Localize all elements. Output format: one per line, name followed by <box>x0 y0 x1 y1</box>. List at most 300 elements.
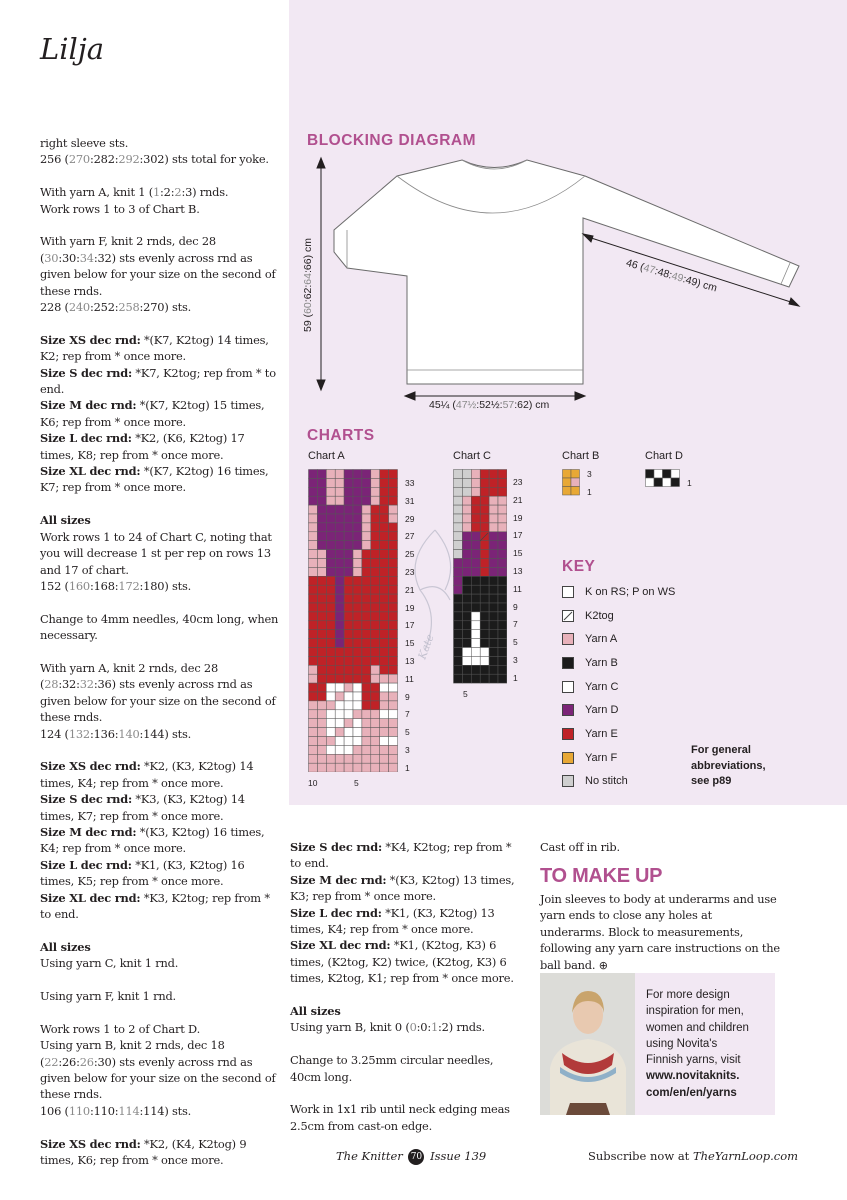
chart-cell <box>498 674 507 683</box>
size-instruction: Size XL dec rnd: *(K7, K2tog) 16 times, K7; rep from * once more. <box>40 464 269 495</box>
chart-cell <box>335 683 344 692</box>
chart-cell <box>498 523 507 532</box>
chart-cell <box>454 505 463 514</box>
chart-a-grid <box>308 469 400 772</box>
chart-cell <box>380 728 389 737</box>
chart-cell <box>344 656 353 665</box>
chart-cell <box>335 763 344 772</box>
chart-cell <box>362 728 371 737</box>
chart-cell <box>362 567 371 576</box>
sleeve-measurement: 46 (47:48:49:49) cm <box>624 257 719 295</box>
paragraph: Work rows 1 to 2 of Chart D. <box>40 1021 200 1036</box>
chart-cell <box>344 594 353 603</box>
chart-cell <box>498 576 507 585</box>
chart-row-number: 9 <box>513 601 518 612</box>
chart-cell <box>309 496 318 505</box>
chart-cell <box>344 567 353 576</box>
chart-cell <box>344 478 353 487</box>
chart-cell <box>344 505 353 514</box>
chart-cell <box>309 523 318 532</box>
chart-cell <box>489 576 498 585</box>
chart-cell <box>646 478 655 487</box>
chart-cell <box>317 541 326 550</box>
chart-cell <box>389 728 398 737</box>
chart-cell <box>344 585 353 594</box>
chart-cell <box>454 478 463 487</box>
chart-cell <box>480 621 489 630</box>
chart-cell <box>471 470 480 479</box>
chart-cell <box>371 692 380 701</box>
chart-cell <box>326 603 335 612</box>
chart-cell <box>317 665 326 674</box>
chart-cell <box>335 719 344 728</box>
chart-cell <box>317 745 326 754</box>
section-heading-key: KEY <box>562 558 596 575</box>
chart-d-label: Chart D <box>645 450 683 462</box>
chart-cell <box>344 559 353 568</box>
chart-cell <box>309 656 318 665</box>
chart-cell <box>380 496 389 505</box>
chart-cell <box>498 478 507 487</box>
chart-cell <box>326 656 335 665</box>
chart-cell <box>353 585 362 594</box>
chart-cell <box>326 648 335 657</box>
chart-cell <box>344 728 353 737</box>
chart-cell <box>317 763 326 772</box>
chart-cell <box>326 630 335 639</box>
chart-cell <box>480 478 489 487</box>
chart-cell <box>335 710 344 719</box>
chart-cell <box>362 763 371 772</box>
size-instruction: Size S dec rnd: *K3, (K3, K2tog) 14 times, K7; rep from * once more. <box>40 792 245 823</box>
chart-cell <box>317 630 326 639</box>
chart-cell <box>335 541 344 550</box>
text-line: right sleeve sts. <box>40 136 129 150</box>
chart-cell <box>489 559 498 568</box>
chart-cell <box>309 514 318 523</box>
chart-cell <box>389 719 398 728</box>
chart-cell <box>344 496 353 505</box>
chart-cell <box>480 603 489 612</box>
chart-cell <box>454 470 463 479</box>
chart-a-label: Chart A <box>308 450 345 462</box>
paragraph: Using yarn B, knit 0 (0:0:1:2) rnds. <box>290 1020 485 1035</box>
promo-link[interactable]: www.novitaknits. com/en/en/yarns <box>646 1070 740 1099</box>
chart-cell <box>389 478 398 487</box>
chart-cell <box>317 710 326 719</box>
chart-cell <box>489 550 498 559</box>
chart-cell <box>454 496 463 505</box>
chart-cell <box>389 674 398 683</box>
sweater-blocking-diagram <box>289 150 847 415</box>
chart-cell <box>335 754 344 763</box>
chart-cell <box>362 701 371 710</box>
chart-cell <box>335 585 344 594</box>
chart-cell <box>335 603 344 612</box>
chart-cell <box>309 754 318 763</box>
instructions-column-1 <box>40 135 280 1168</box>
chart-cell <box>380 523 389 532</box>
chart-cell <box>309 683 318 692</box>
chart-cell <box>362 532 371 541</box>
chart-cell <box>489 532 498 541</box>
chart-cell <box>380 550 389 559</box>
chart-cell <box>480 674 489 683</box>
chart-cell <box>309 505 318 514</box>
chart-cell <box>335 478 344 487</box>
chart-cell <box>389 745 398 754</box>
chart-cell <box>498 656 507 665</box>
chart-cell <box>309 728 318 737</box>
chart-cell <box>454 487 463 496</box>
chart-cell <box>344 541 353 550</box>
chart-cell <box>380 745 389 754</box>
chart-cell <box>571 478 580 487</box>
chart-cell <box>309 541 318 550</box>
chart-cell <box>671 478 680 487</box>
chart-cell <box>654 478 663 487</box>
chart-cell <box>389 505 398 514</box>
chart-row-number: 7 <box>513 619 518 630</box>
chart-cell <box>309 612 318 621</box>
chart-cell <box>326 585 335 594</box>
chart-cell <box>344 683 353 692</box>
chart-cell <box>480 612 489 621</box>
chart-cell <box>646 470 655 479</box>
end-mark-icon: ⊕ <box>598 958 608 972</box>
chart-cell <box>353 559 362 568</box>
chart-cell <box>317 594 326 603</box>
chart-cell <box>353 603 362 612</box>
chart-cell <box>309 737 318 746</box>
chart-cell <box>353 523 362 532</box>
chart-cell <box>371 514 380 523</box>
subscribe-link[interactable]: TheYarnLoop.com <box>692 1149 799 1163</box>
chart-cell <box>371 550 380 559</box>
chart-cell <box>353 470 362 479</box>
chart-cell <box>353 683 362 692</box>
chart-cell <box>489 630 498 639</box>
chart-d-grid <box>645 469 682 488</box>
chart-cell <box>471 496 480 505</box>
chart-cell <box>335 496 344 505</box>
chart-cell <box>389 710 398 719</box>
chart-cell <box>380 630 389 639</box>
chart-cell <box>362 630 371 639</box>
chart-cell <box>317 656 326 665</box>
chart-cell <box>344 692 353 701</box>
chart-cell <box>344 470 353 479</box>
chart-cell <box>489 567 498 576</box>
chart-cell <box>335 737 344 746</box>
subheading: All sizes <box>290 1004 341 1019</box>
chart-cell <box>462 674 471 683</box>
chart-cell <box>380 656 389 665</box>
chart-cell <box>498 630 507 639</box>
chart-cell <box>498 541 507 550</box>
chart-cell <box>563 478 572 487</box>
chart-row-number: 13 <box>405 656 415 666</box>
chart-c-col-number: 5 <box>463 689 468 699</box>
chart-cell <box>489 603 498 612</box>
chart-cell <box>480 559 489 568</box>
chart-cell <box>353 630 362 639</box>
chart-cell <box>362 683 371 692</box>
chart-cell <box>498 612 507 621</box>
chart-cell <box>380 576 389 585</box>
chart-cell <box>309 630 318 639</box>
chart-cell <box>326 763 335 772</box>
chart-cell <box>317 514 326 523</box>
chart-cell <box>309 745 318 754</box>
chart-cell <box>489 505 498 514</box>
chart-cell <box>380 737 389 746</box>
chart-cell <box>362 648 371 657</box>
chart-cell <box>489 639 498 648</box>
chart-cell <box>353 621 362 630</box>
chart-cell <box>317 612 326 621</box>
section-heading-blocking-diagram: BLOCKING DIAGRAM <box>307 132 477 149</box>
chart-row-number: 19 <box>513 512 523 523</box>
paragraph: Using yarn C, knit 1 rnd. <box>40 956 179 971</box>
chart-cell <box>380 505 389 514</box>
chart-cell <box>326 737 335 746</box>
chart-cell <box>353 576 362 585</box>
chart-cell <box>362 594 371 603</box>
chart-cell <box>498 665 507 674</box>
chart-cell <box>335 656 344 665</box>
chart-cell <box>353 745 362 754</box>
size-instruction: Size L dec rnd: *K1, (K3, K2tog) 16 times, K5; rep from * once more. <box>40 857 245 889</box>
chart-cell <box>380 754 389 763</box>
chart-cell <box>309 719 318 728</box>
paragraph: Using yarn F, knit 1 rnd. <box>40 988 176 1003</box>
chart-cell <box>371 496 380 505</box>
chart-cell <box>471 487 480 496</box>
chart-cell <box>344 674 353 683</box>
chart-cell <box>489 487 498 496</box>
chart-cell <box>389 487 398 496</box>
chart-cell <box>380 719 389 728</box>
chart-cell <box>498 505 507 514</box>
chart-cell <box>371 630 380 639</box>
chart-cell <box>471 478 480 487</box>
chart-cell <box>326 532 335 541</box>
chart-cell <box>317 496 326 505</box>
model-photo <box>540 973 635 1115</box>
chart-cell <box>380 648 389 657</box>
chart-cell <box>371 567 380 576</box>
chart-cell <box>362 656 371 665</box>
chart-cell <box>671 470 680 479</box>
chart-cell <box>480 541 489 550</box>
chart-cell <box>317 487 326 496</box>
chart-cell <box>380 478 389 487</box>
chart-cell <box>353 648 362 657</box>
chart-cell <box>380 701 389 710</box>
chart-cell <box>498 621 507 630</box>
chart-cell <box>317 567 326 576</box>
chart-cell <box>471 674 480 683</box>
chart-cell <box>498 550 507 559</box>
paragraph: With yarn F, knit 2 rnds, dec 28 (30:30:34:32) sts evenly across rnd as given below for your size on the second of these rnds. <box>40 234 276 298</box>
chart-cell <box>380 541 389 550</box>
chart-cell <box>353 763 362 772</box>
paragraph: With yarn A, knit 2 rnds, dec 28 (28:32:32:36) sts evenly across rnd as given below for your size on the second of these rnds. <box>40 660 276 725</box>
size-instruction: Size L dec rnd: *K1, (K3, K2tog) 13 times, K4; rep from * once more. <box>290 905 495 937</box>
chart-cell <box>326 541 335 550</box>
chart-cell <box>335 665 344 674</box>
chart-cell <box>317 585 326 594</box>
chart-cell <box>380 585 389 594</box>
chart-cell <box>362 692 371 701</box>
chart-cell <box>480 594 489 603</box>
chart-cell <box>462 478 471 487</box>
chart-row-number: 15 <box>405 638 415 649</box>
chart-cell <box>344 665 353 674</box>
instructions-column-2 <box>290 839 520 1134</box>
chart-cell <box>335 567 344 576</box>
chart-cell <box>326 567 335 576</box>
chart-cell <box>498 585 507 594</box>
chart-cell <box>462 470 471 479</box>
chart-cell <box>462 505 471 514</box>
chart-cell <box>317 719 326 728</box>
chart-cell <box>317 639 326 648</box>
chart-cell <box>498 559 507 568</box>
size-instruction: Size XL dec rnd: *K3, K2tog; rep from * to end. <box>40 890 270 921</box>
chart-cell <box>317 674 326 683</box>
chart-cell <box>326 576 335 585</box>
chart-cell <box>344 719 353 728</box>
chart-cell <box>571 470 580 479</box>
chart-cell <box>309 701 318 710</box>
chart-cell <box>335 621 344 630</box>
chart-cell <box>371 674 380 683</box>
chart-cell <box>489 612 498 621</box>
chart-cell <box>498 567 507 576</box>
chart-row-number: 17 <box>513 530 523 541</box>
chart-cell <box>480 576 489 585</box>
chart-cell <box>571 487 580 496</box>
chart-cell <box>480 470 489 479</box>
chart-cell <box>317 478 326 487</box>
text-line: 256 (270:282:292:302) sts total for yoke. <box>40 152 269 167</box>
chart-cell <box>335 505 344 514</box>
size-instruction: Size L dec rnd: *K2, (K6, K2tog) 17 times, K8; rep from * once more. <box>40 431 245 462</box>
chart-cell <box>309 470 318 479</box>
chart-cell <box>326 470 335 479</box>
chart-cell <box>335 594 344 603</box>
chart-cell <box>371 639 380 648</box>
chart-cell <box>371 470 380 479</box>
chart-cell <box>380 683 389 692</box>
chart-cell <box>344 550 353 559</box>
chart-cell <box>362 745 371 754</box>
section-heading-charts: CHARTS <box>307 427 375 444</box>
chart-a-col-number: 10 <box>308 778 318 788</box>
chart-cell <box>371 621 380 630</box>
paragraph: Change to 4mm needles, 40cm long, when necessary. <box>40 611 279 643</box>
chart-cell <box>317 523 326 532</box>
chart-cell <box>371 541 380 550</box>
chart-cell <box>344 612 353 621</box>
chart-cell <box>317 550 326 559</box>
size-instruction: Size XS dec rnd: *(K7, K2tog) 14 times, K2; rep from * once more. <box>40 332 269 364</box>
chart-cell <box>326 683 335 692</box>
chart-cell <box>380 710 389 719</box>
chart-cell <box>309 585 318 594</box>
width-measurement: 45¼ (47½:52½:57:62) cm <box>429 399 550 411</box>
instructions-column-3 <box>540 839 780 855</box>
chart-cell <box>389 470 398 479</box>
chart-row-number: 1 <box>405 762 410 773</box>
chart-cell <box>498 603 507 612</box>
size-instruction: Size M dec rnd: *(K3, K2tog) 16 times, K4; rep from * once more. <box>40 824 265 856</box>
chart-row-number: 7 <box>405 709 410 720</box>
chart-cell <box>335 470 344 479</box>
make-up-text: Join sleeves to body at underarms and use yarn ends to close any holes at underarms. Block to measurements, following any yarn care instructions on the ball band. ⊕ <box>540 892 780 972</box>
size-instruction: Size S dec rnd: *K7, K2tog; rep from * to end. <box>40 365 276 397</box>
chart-cell <box>317 728 326 737</box>
chart-cell <box>462 496 471 505</box>
chart-cell <box>563 487 572 496</box>
chart-cell <box>335 639 344 648</box>
chart-cell <box>326 550 335 559</box>
chart-cell <box>353 594 362 603</box>
chart-cell <box>362 665 371 674</box>
chart-cell <box>362 576 371 585</box>
chart-cell <box>389 754 398 763</box>
chart-cell <box>326 559 335 568</box>
chart-cell <box>362 674 371 683</box>
chart-cell <box>309 639 318 648</box>
chart-cell <box>371 576 380 585</box>
chart-cell <box>326 719 335 728</box>
chart-cell <box>344 648 353 657</box>
chart-row-number: 21 <box>405 584 415 595</box>
chart-cell <box>335 612 344 621</box>
chart-cell <box>362 470 371 479</box>
size-instruction: Size XS dec rnd: *K2, (K4, K2tog) 9 times, K6; rep from * once more. <box>40 1136 247 1168</box>
chart-cell <box>480 514 489 523</box>
novita-promo-box <box>540 973 775 1115</box>
size-instruction: Size M dec rnd: *(K7, K2tog) 15 times, K6; rep from * once more. <box>40 398 265 429</box>
chart-cell <box>489 523 498 532</box>
chart-cell <box>353 514 362 523</box>
paragraph: Work rows 1 to 24 of Chart C, noting that you will decrease 1 st per rep on rows 13 and 17 of chart. <box>40 529 272 577</box>
chart-cell <box>326 594 335 603</box>
chart-cell <box>344 763 353 772</box>
paragraph: Work rows 1 to 3 of Chart B. <box>40 201 200 216</box>
chart-cell <box>480 585 489 594</box>
chart-cell <box>371 728 380 737</box>
chart-cell <box>353 710 362 719</box>
chart-cell <box>371 594 380 603</box>
chart-b-row-number: 3 <box>587 469 592 479</box>
chart-row-number: 1 <box>513 672 518 683</box>
chart-row-number: 13 <box>513 566 523 576</box>
chart-cell <box>362 514 371 523</box>
chart-cell <box>353 639 362 648</box>
chart-c-label: Chart C <box>453 450 491 462</box>
chart-cell <box>371 683 380 692</box>
chart-cell <box>353 612 362 621</box>
chart-cell <box>353 719 362 728</box>
chart-cell <box>317 701 326 710</box>
chart-cell <box>489 621 498 630</box>
chart-d-row-number: 1 <box>687 478 692 488</box>
